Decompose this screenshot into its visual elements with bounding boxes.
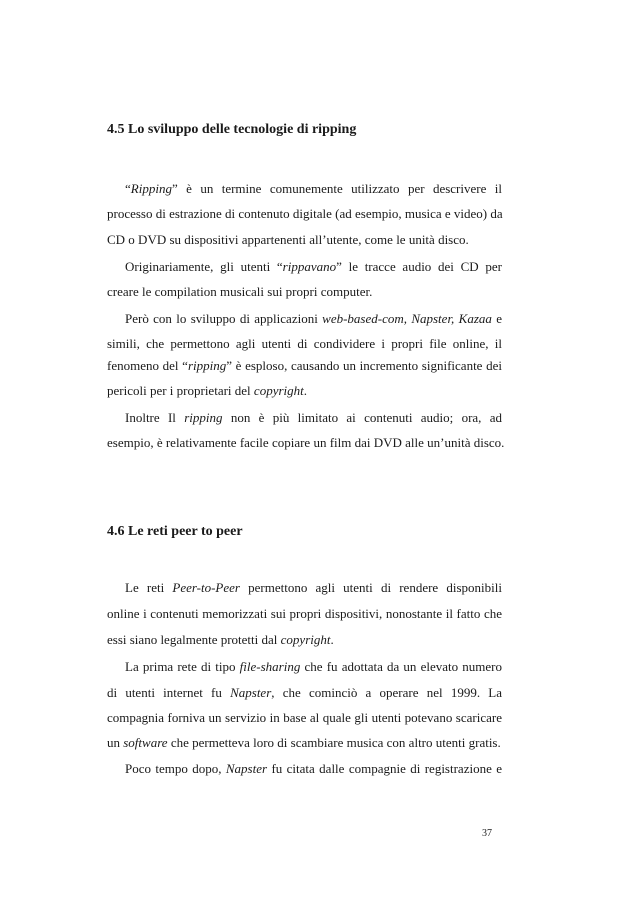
paragraph-line: processo di estrazione di contenuto digitale (ad esempio, musica e video) da [107,206,503,221]
paragraph-line: pericoli per i proprietari del copyright. [107,383,307,398]
paragraph-line: fenomeno del “ripping” è esploso, causando un incremento significante dei [107,358,502,373]
paragraph-line: “Ripping” è un termine comunemente utilizzato per descrivere il [125,181,502,196]
section-heading-4-5: 4.5 Lo sviluppo delle tecnologie di ripping [107,122,357,137]
paragraph-line: esempio, è relativamente facile copiare un film dai DVD alle un’unità disco. [107,435,505,450]
paragraph-line: un software che permetteva loro di scambiare musica con altro utenti gratis. [107,735,501,750]
paragraph-line: creare le compilation musicali sui propri computer. [107,284,373,299]
paragraph-line: Poco tempo dopo, Napster fu citata dalle compagnie di registrazione e [125,761,502,776]
paragraph-line: compagnia forniva un servizio in base al quale gli utenti potevano scaricare [107,710,502,725]
paragraph-line: di utenti internet fu Napster, che cominciò a operare nel 1999. La [107,685,502,700]
paragraph-line: Originariamente, gli utenti “rippavano” le tracce audio dei CD per [125,259,502,274]
paragraph-line: Le reti Peer-to-Peer permettono agli utenti di rendere disponibili [125,580,502,595]
paragraph-line: essi siano legalmente protetti dal copyright. [107,632,334,647]
paragraph-line: online i contenuti memorizzati sui propri dispositivi, nonostante il fatto che [107,606,502,621]
section-heading-4-6: 4.6 Le reti peer to peer [107,524,243,539]
paragraph-line: La prima rete di tipo file-sharing che fu adottata da un elevato numero [125,659,503,674]
page-number: 37 [482,828,492,839]
paragraph-line: CD o DVD su dispositivi appartenenti all’utente, come le unità disco. [107,232,469,247]
paragraph-line: Inoltre Il ripping non è più limitato ai contenuti audio; ora, ad [125,410,502,425]
paragraph-line: simili, che permettono agli utenti di condividere i propri file online, il [107,336,502,351]
paragraph-line: Però con lo sviluppo di applicazioni web-based-com, Napster, Kazaa e [125,311,502,326]
